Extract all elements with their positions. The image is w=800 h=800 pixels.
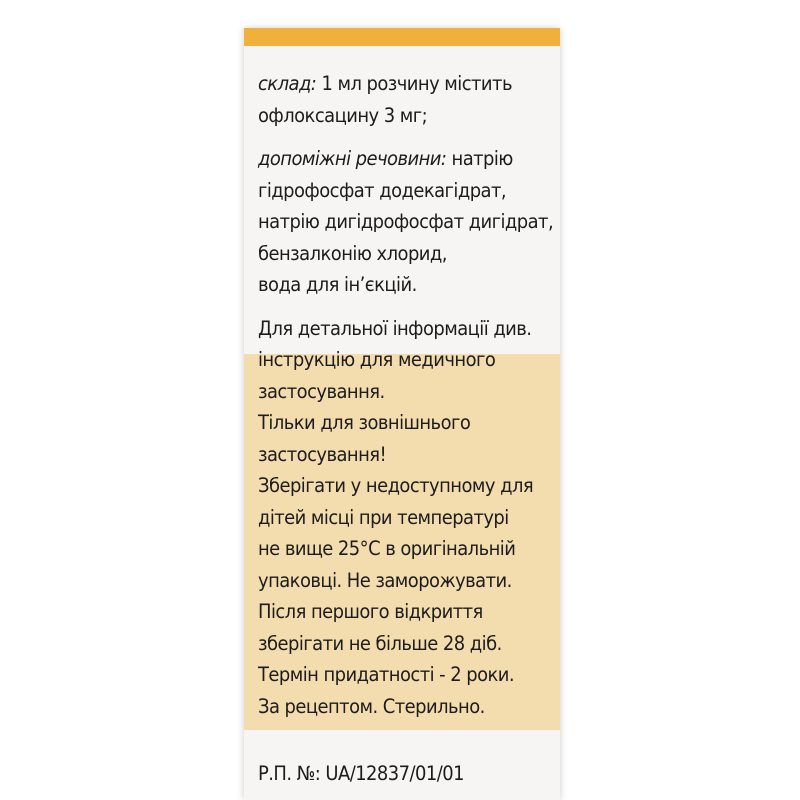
composition-line-2: офлоксацину 3 мг; [258,103,428,127]
composition-paragraph [258,68,554,131]
composition-label: склад: [258,72,317,95]
instructions-line: дітей місці при температурі [258,505,509,529]
instructions-line: інструкцію для медичного [258,348,496,371]
registration-number: Р.П. №: UA/12837/01/01 [258,762,464,785]
excipients-paragraph [258,143,554,301]
instructions-paragraph [258,313,554,723]
instructions-line: Тільки для зовнішнього [258,411,471,434]
instructions-line: Для детальної інформації див. [258,316,532,340]
excipients-line: гідрофосфат додекагідрат, [258,178,507,202]
excipients-text: натрію [446,147,513,170]
package-side-panel [244,28,560,800]
instructions-line: Зберігати у недоступному для [258,474,534,497]
top-color-stripe [244,28,560,46]
instructions-line: упаковці. Не заморожувати. [258,568,512,592]
excipients-line: натрію дигідрофосфат дигідрат, [258,210,554,233]
excipients-label: допоміжні речовини: [258,147,447,170]
instructions-line: зберігати не більше 28 діб. [258,631,502,655]
excipients-line: бензалконію хлорид, [258,241,447,265]
instructions-line: За рецептом. Стерильно. [258,694,485,718]
composition-text: 1 мл розчину містить [316,72,512,95]
instructions-line: не вище 25°С в оригінальній [258,537,516,560]
instructions-line: застосування! [258,442,387,466]
excipients-line: вода для ін’єкцій. [258,273,417,296]
composition-line-1 [258,68,554,100]
instructions-line: Після першого відкриття [258,600,483,623]
instructions-line: застосування. [258,379,385,403]
instructions-line: Термін придатності - 2 роки. [258,663,515,686]
label-text [258,68,554,722]
excipients-line-1 [258,143,554,175]
